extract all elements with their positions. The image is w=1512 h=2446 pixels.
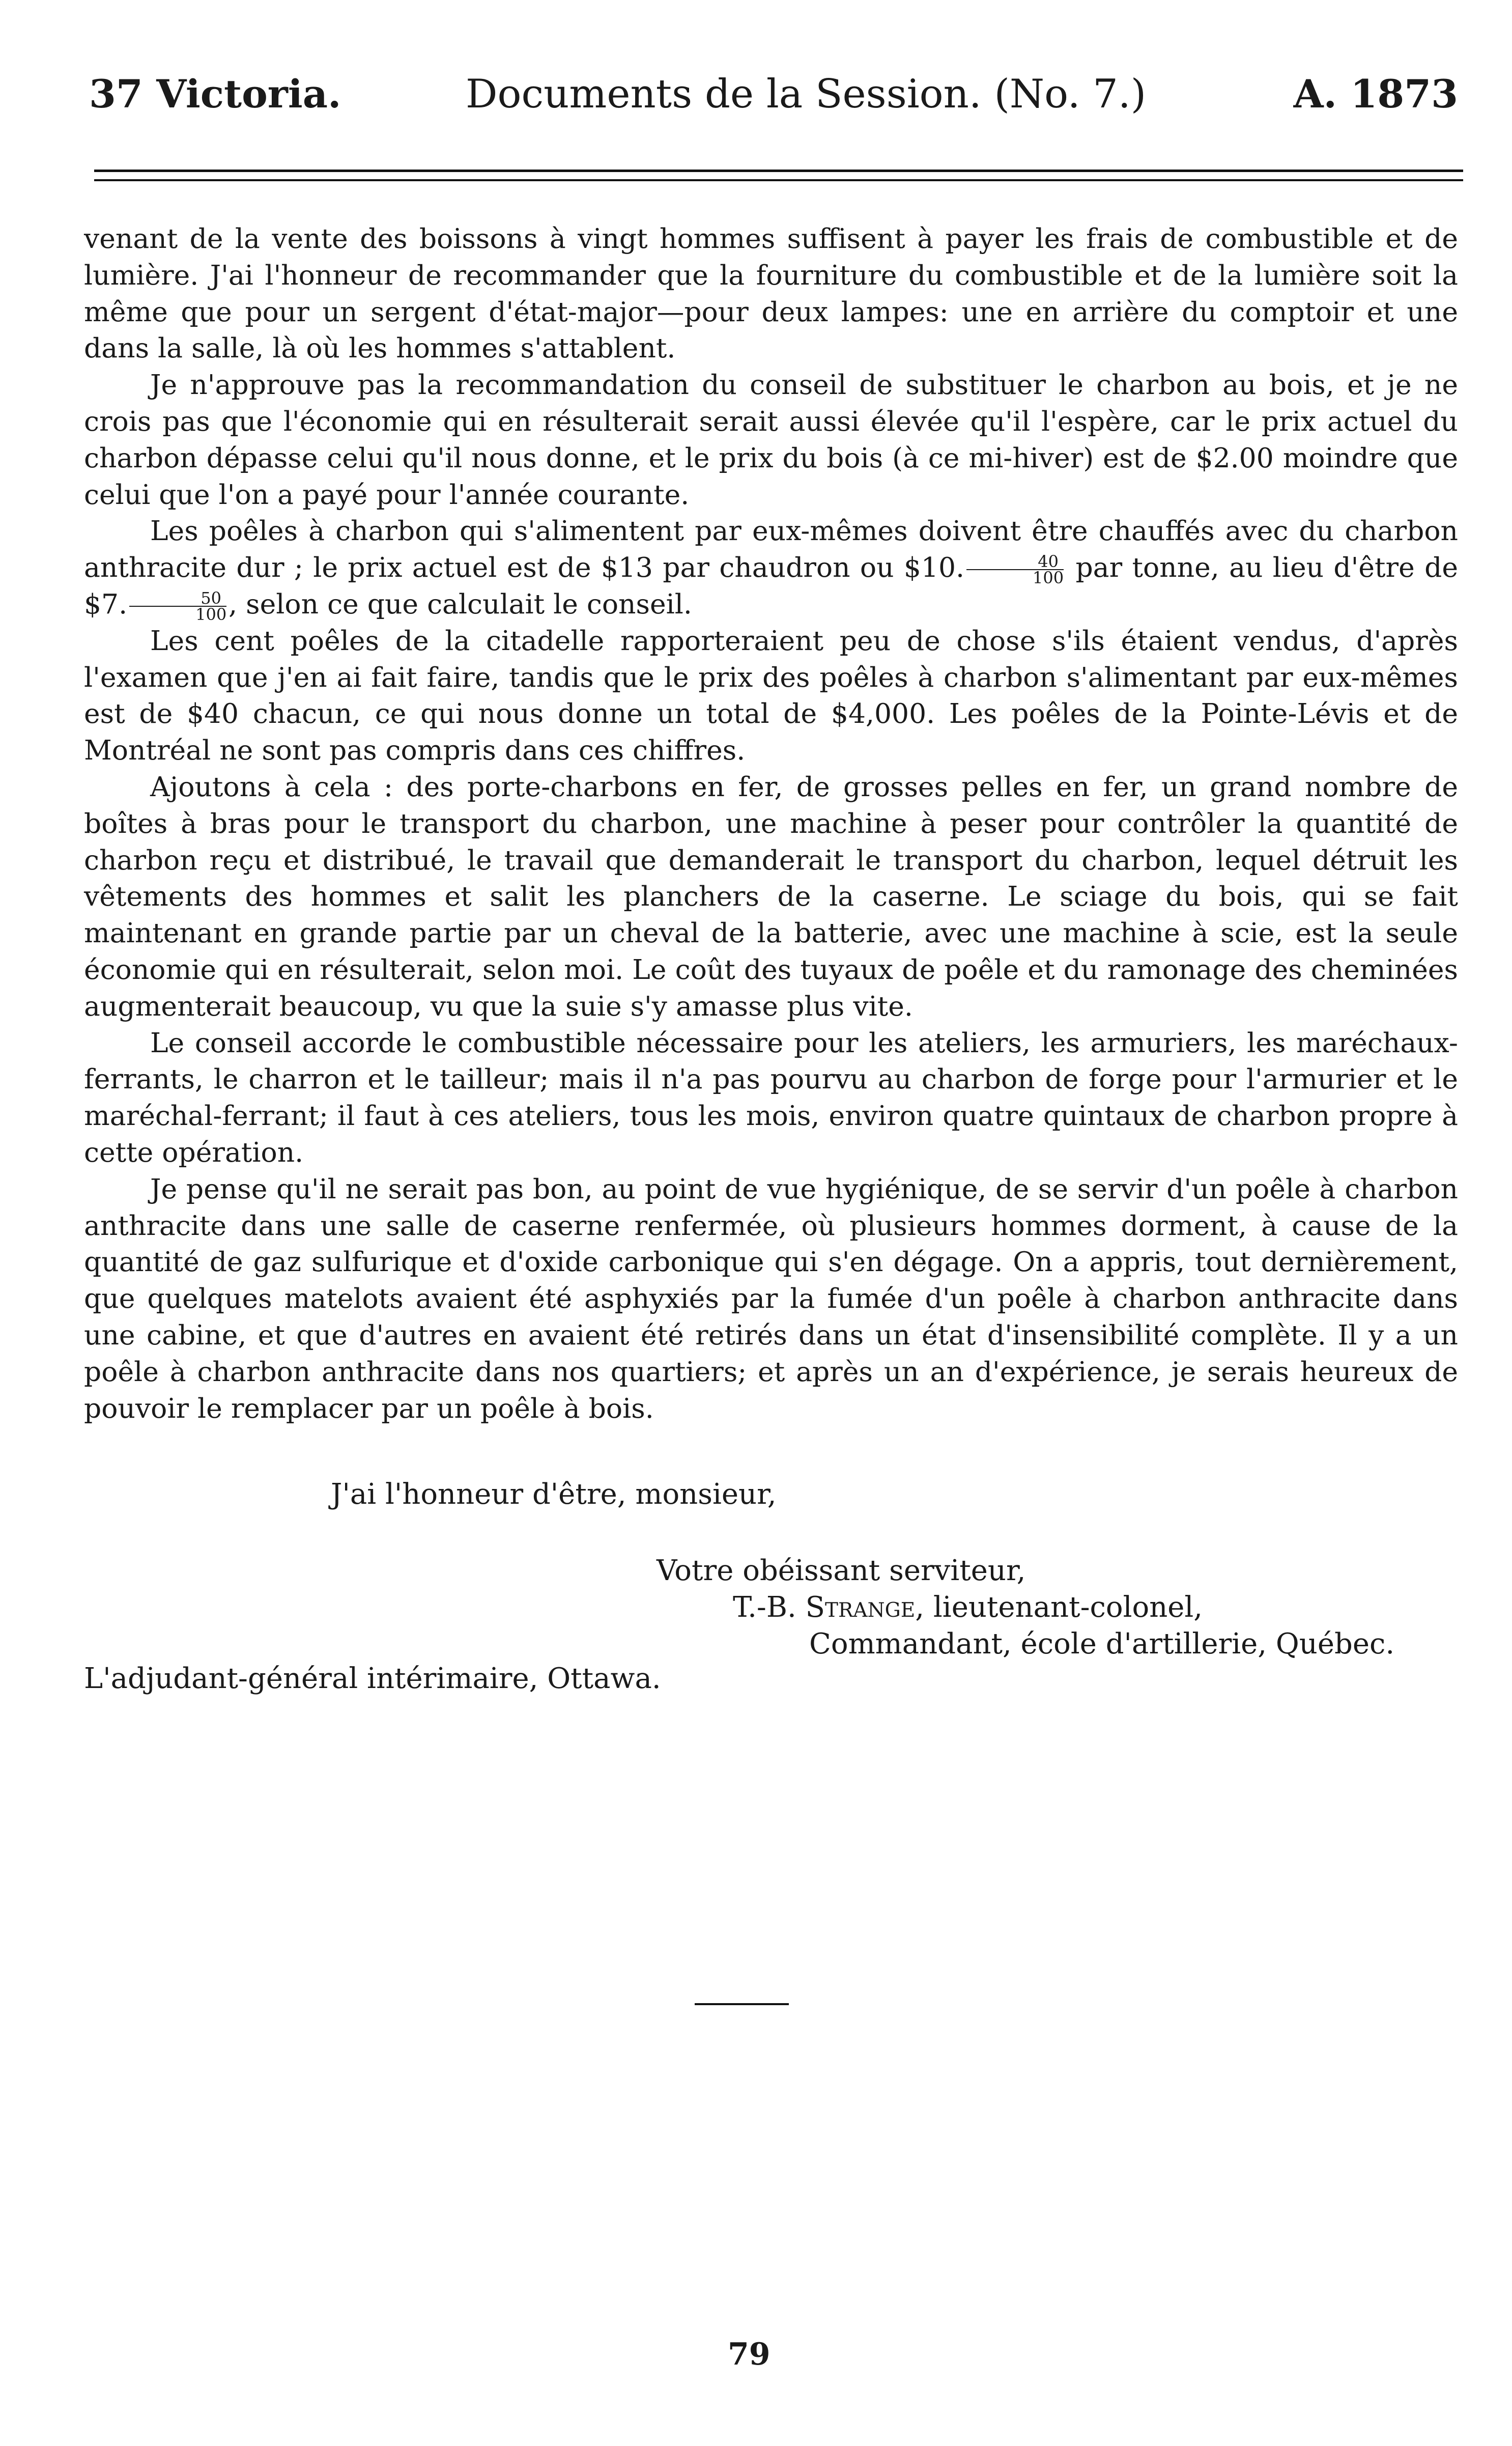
signature-name: Strange — [805, 1591, 916, 1624]
signature-initials: T.-B. — [733, 1591, 796, 1624]
fraction-1-numerator: 40 — [966, 554, 1064, 570]
fraction-2 — [129, 588, 227, 624]
section-divider — [695, 2003, 789, 2005]
addressee: L'adjudant-général intérimaire, Ottawa. — [84, 1662, 661, 1695]
fraction-2-numerator: 50 — [129, 591, 226, 607]
signature-line-3: Commandant, école d'artillerie, Québec. — [809, 1627, 1395, 1661]
page-number: 79 — [728, 2337, 771, 2372]
fraction-2-denominator: 100 — [195, 604, 227, 624]
fraction-1-denominator: 100 — [1033, 568, 1064, 588]
paragraph-3 — [84, 513, 1458, 622]
paragraph-3-part-3: , selon ce que calculait le conseil. — [229, 587, 692, 620]
header-session: 37 Victoria. — [89, 71, 341, 117]
paragraph-2: Je n'approuve pas la recommandation du conseil de substituer le charbon au bois, et je ne crois pas que l'économie qui en résulterait serait aussi élevée qu'il l'espère, car le prix actuel du charbon dépasse celui qu'il nous donne, et le prix du bois (à ce mi-hiver) est de $2.00 moindre que celui que l'on a payé pour l'année courante. — [84, 369, 1458, 511]
fraction-1 — [966, 552, 1064, 588]
paragraph-5: Ajoutons à cela : des porte-charbons en fer, de grosses pelles en fer, un grand nombre de boîtes à bras pour le transport du charbon, une machine à peser pour contrôler la quantité de charbon reçu et distribué, le travail que demanderait le transport du charbon, lequel détruit les vêtements des hommes et salit les planchers de la caserne. Le sciage du bois, qui se fait maintenant en grande partie par un cheval de la batterie, avec une machine à scie, est la seule économie qui en résulterait, selon moi. Le coût des tuyaux de poêle et du ramonage des cheminées augmenterait beaucoup, vu que la suie s'y amasse plus vite. — [84, 770, 1458, 1022]
paragraph-6: Le conseil accorde le combustible nécessaire pour les ateliers, les armuriers, les maréchaux-ferrants, le charron et le tailleur; mais il n'a pas pourvu au charbon de forge pour l'armurier et le maréchal-ferrant; il faut à ces ateliers, tous les mois, environ quatre quintaux de charbon propre à cette opération. — [84, 1026, 1458, 1168]
header-rule-top — [94, 170, 1463, 172]
paragraph-4: Les cent poêles de la citadelle rapporteraient peu de chose s'ils étaient vendus, d'après l'examen que j'en ai fait faire, tandis que le prix des poêles à charbon s'alimentant par eux-mêmes est de $40 chacun, ce qui nous donne un total de $4,000. Les poêles de la Pointe-Lévis et de Montréal ne sont pas compris dans ces chiffres. — [84, 624, 1458, 767]
paragraph-1: venant de la vente des boissons à vingt hommes suffisent à payer les frais de combustible et de lumière. J'ai l'honneur de recommander que la fourniture du combustible et de la lumière soit la même que pour un sergent d'état-major—pour deux lampes: une en arrière du comptoir et une dans la salle, là où les hommes s'attablent. — [84, 222, 1458, 364]
page-header — [89, 71, 1458, 132]
signature-rank: , lieutenant-colonel, — [915, 1591, 1203, 1624]
signature-line-1: Votre obéissant serviteur, — [657, 1554, 1026, 1587]
header-title: Documents de la Session. (No. 7.) — [466, 71, 1147, 117]
paragraph-7: Je pense qu'il ne serait pas bon, au point de vue hygiénique, de se servir d'un poêle à charbon anthracite dans une salle de caserne renfermée, où plusieurs hommes dorment, à cause de la quantité de gaz sulfurique et d'oxide carbonique qui s'en dégage. On a appris, tout dernièrement, que quelques matelots avaient été asphyxiés par la fumée d'un poêle à charbon anthracite dans une cabine, et que d'autres en avaient été retirés dans un état d'insensibilité complète. Il y a un poêle à charbon anthracite dans nos quartiers; et après un an d'expérience, je serais heureux de pouvoir le remplacer par un poêle à bois. — [84, 1172, 1458, 1424]
letter-body — [84, 220, 1458, 1426]
header-rule-bottom — [94, 179, 1463, 181]
signature-line-2 — [733, 1591, 1203, 1624]
closing-salutation: J'ai l'honneur d'être, monsieur, — [331, 1478, 777, 1511]
header-year: A. 1873 — [1293, 71, 1458, 117]
paragraph-3-part-1: Les poêles à charbon qui s'alimentent par eux-mêmes doivent être chauffés avec du charbon anthracite dur ; le prix actuel est de $13 par chaudron ou $10. — [84, 515, 1458, 584]
paragraph-3-part-2: par tonne, au lieu d'être de $7. — [84, 551, 1458, 620]
